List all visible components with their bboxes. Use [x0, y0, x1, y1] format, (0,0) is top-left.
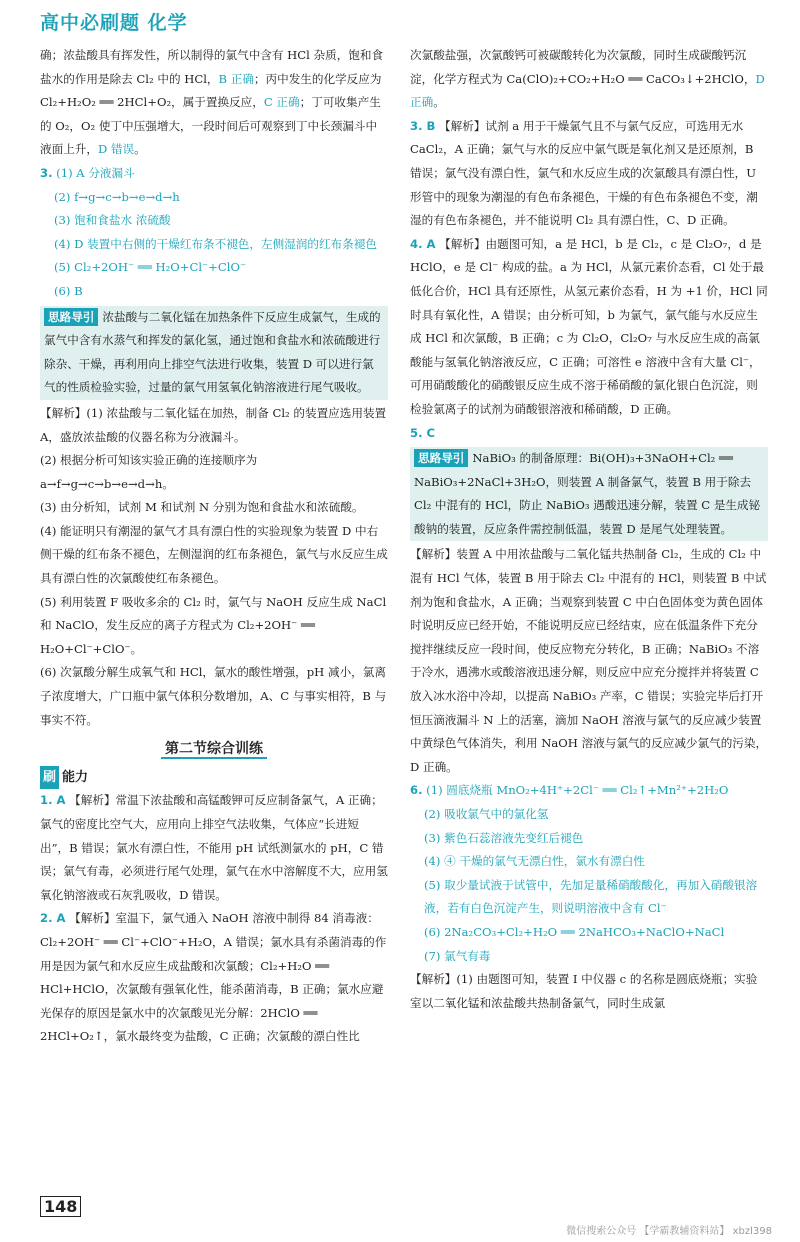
question-number: 5. C [410, 425, 436, 440]
answer-line: (1) 圆底烧瓶 MnO₂+4H⁺+2Cl⁻ ══ Cl₂↑+Mn²⁺+2H₂O [426, 783, 729, 798]
analysis-line: (6) 次氯酸分解生成氧气和 HCl，氯水的酸性增强，pH 减小，氯离子浓度增大，广口瓶中氯气体积分数增加，A、C 与事实相符，B 与事实不符。 [40, 665, 387, 727]
question-number: 6. [410, 783, 423, 798]
thinking-guide [40, 306, 388, 400]
ability-box: 刷 [40, 766, 59, 790]
analysis-line: 【解析】(1) 浓盐酸与二氧化锰在加热，制备 Cl₂ 的装置应选用装置 A，盛放浓盐酸的仪器名称为分液漏斗。 [40, 405, 387, 444]
answer-line: (2) 吸收氯气中的氯化氢 [424, 807, 549, 821]
question-text: 【解析】常温下浓盐酸和高锰酸钾可反应制备氯气，A 正确；氯气的密度比空气大，应用向上排空气法收集，气体应“长进短出”，B 错误；氯水有漂白性，不能用 pH 试纸测氯水的 pH，C 错误；氯气有毒，必须进行尾气处理，氯气在水中溶解度不大，应用氢氧化钠溶液或石灰乳吸收，D 错误。 [40, 793, 388, 902]
answer-line: (6) B [54, 283, 83, 298]
question-5 [410, 422, 768, 446]
question-3b [410, 115, 768, 233]
page-number: 148 [40, 1196, 81, 1217]
answer-mark: B 正确 [218, 71, 254, 86]
right-column [410, 44, 768, 1015]
question-number: 3. B [410, 118, 436, 133]
answer-line: (5) 取少量试液于试管中，先加足量稀硝酸酸化，再加入硝酸银溶液，若有白色沉淀产生，则说明溶液中含有 Cl⁻ [424, 877, 758, 916]
text: ；丙中发生的化学反应为 Cl₂+H₂O₂ ══ 2HCl+O₂，属于置换反应， [40, 71, 382, 110]
answer-mark: D 正确 [410, 71, 765, 110]
section-title [40, 738, 388, 762]
question-number: 3. [40, 165, 53, 180]
analysis-line: (3) 由分析知，试剂 M 和试剂 N 分别为饱和食盐水和浓硫酸。 [40, 500, 364, 515]
question-3 [40, 162, 388, 186]
question-text: 【解析】由题图可知，a 是 HCl，b 是 Cl₂，c 是 Cl₂O₇，d 是 HClO，e 是 Cl⁻ 构成的盐。a 为 HCl，从氯元素价态看，Cl 处于最低化合价，HCl 具有还原性，从氢元素价态看，H 为 +1 价，HCl 同时具有氧化性，A 错误；由分析可知，b 为氯气，氯气能与水反应生成 HCl 和次氯酸，B 正确；c 为 Cl₂O，Cl₂O₇ 与水反应生成的高氯酸能与氢氧化钠溶液反应，C 正确；可溶性 e 溶液中含有大量 Cl⁻，可用硝酸酸化的硝酸银反应生成不溶于稀硝酸的氯化银白色沉淀，则检验氯离子的试剂为硝酸银溶液和稀硝酸，D 正确。 [410, 236, 768, 416]
answer-line: (6) 2Na₂CO₃+Cl₂+H₂O ══ 2NaHCO₃+NaClO+NaCl [424, 924, 725, 939]
question-number: 1. A [40, 793, 66, 808]
answer-line: (4) ④ 干燥的氯气无漂白性，氯水有漂白性 [424, 854, 645, 869]
answer-line: (3) 饱和食盐水 浓硫酸 [54, 213, 171, 228]
page-header: 高中必刷题 化学 [40, 12, 188, 34]
ability-label: 能力 [62, 769, 89, 785]
question-text: 【解析】试剂 a 用于干燥氯气且不与氯气反应，可选用无水 CaCl₂，A 正确；氯气与水的反应中氯气既是氧化剂又是还原剂，B 错误；氯气没有漂白性，氯气和水反应生成的次氯酸具有漂白性，U 形管中的现象为潮湿的有色布条褪色，干燥的有色布条褪色不变，潮湿的有色布条褪色，并不能说明 Cl₂ 具有漂白性，C、D 正确。 [410, 118, 758, 228]
answer-mark: D 错误 [97, 142, 135, 157]
footer-watermark: 微信搜索公众号 【学霸教辅资料站】 xbzl398 [566, 1226, 772, 1237]
question-1 [40, 789, 388, 907]
section-title-text: 第二节综合训练 [161, 741, 267, 759]
answer-line: (4) D 装置中右侧的干燥红布条不褪色，左侧湿润的红布条褪色 [54, 236, 377, 251]
text: 确；浓盐酸具有挥发性，所以制得的氯气中含有 HCl 杂质，饱和食盐水的作用是除去 Cl₂ 中的 HCl， [40, 48, 384, 86]
answer-line: (3) 紫色石蕊溶液先变红后褪色 [424, 830, 584, 845]
text: 次氯酸盐强，次氯酸钙可被碳酸转化为次氯酸，同时生成碳酸钙沉淀，化学方程式为 Ca(ClO)₂+CO₂+H₂O ══ CaCO₃↓+2HClO， [410, 48, 756, 86]
guide-text: 浓盐酸与二氧化锰在加热条件下反应生成氯气，生成的氯气中含有水蒸气和挥发的氯化氢，通过饱和食盐水和浓硫酸进行除杂、干燥，再利用向上排空气法进行收集，装置 D 可以进行氯气的性质检验实验，过量的氯气用氢氧化钠溶液进行尾气吸收。 [44, 309, 381, 395]
ability-heading [40, 766, 388, 790]
answer-mark: C 正确 [263, 95, 300, 110]
analysis-text: 【解析】(1) 由题图可知，装置 I 中仪器 c 的名称是圆底烧瓶；实验室以二氧化锰和浓盐酸共热制备氯气，同时生成氯 [410, 972, 758, 1010]
paragraph: 次氯酸盐强，次氯酸钙可被碳酸转化为次氯酸，同时生成碳酸钙沉淀，化学方程式为 Ca(ClO)₂+CO₂+H₂O ══ CaCO₃↓+2HClO，D 正确。 [410, 48, 765, 110]
analysis-line: (4) 能证明只有潮湿的氯气才具有漂白性的实验现象为装置 D 中右侧干燥的红布条不褪色，左侧湿润的红布条褪色，氯气与水反应生成具有漂白性的次氯酸使红布条褪色。 [40, 523, 388, 586]
answer-line: (7) 氯气有毒 [424, 948, 491, 963]
answer-line: (1) A 分液漏斗 [56, 165, 135, 180]
answer-line: (2) f→g→c→b→e→d→h [54, 189, 180, 204]
question-number: 2. A [40, 911, 66, 926]
question-6 [410, 779, 768, 803]
question-4 [410, 233, 768, 422]
guide-text: NaBiO₃ 的制备原理：Bi(OH)₃+3NaOH+Cl₂ ══ NaBiO₃+2NaCl+3H₂O，则装置 A 制备氯气，装置 B 用于除去 Cl₂ 中混有的 HCl，防止 NaBiO₃ 遇酸迅速分解，装置 C 是生成铋酸钠的装置，反应条件需控制低温，装置 D 是尾气处理装置。 [414, 451, 761, 536]
analysis-text: 【解析】装置 A 中用浓盐酸与二氧化锰共热制备 Cl₂，生成的 Cl₂ 中混有 HCl 气体，装置 B 用于除去 Cl₂ 中混有的 HCl，则装置 B 中试剂为饱和食盐水，A 正确；当观察到装置 C 中白色固体变为黄色固体时说明反应已经开始，不能说明反应已经结束，应在低温条件下充分搅拌继续反应一段时间，使反应物充分转化，B 正确；NaBiO₃ 不溶于冷水，遇沸水或酸溶液迅速分解，则反应中应充分搅拌并将装置 C 放入冰水浴中冷却，以提高 NaBiO₃ 产率，C 错误；实验完毕后打开恒压滴液漏斗 N 上的活塞，滴加 NaOH 溶液与氯气的反应减少装置中黄绿色气体消失，利用 NaOH 溶液与氯气的反应减少氯气的污染，D 正确。 [410, 547, 768, 774]
left-column [40, 44, 388, 1049]
analysis-line: (2) 根据分析可知该实验正确的连接顺序为 a→f→g→c→b→e→d→h。 [40, 453, 258, 491]
question-2 [40, 907, 388, 1049]
question-number: 4. A [410, 236, 436, 251]
guide-tag: 思路导引 [44, 308, 98, 326]
text: ；丁可收集产生的 O₂，O₂ 使丁中压强增大，一段时间后可观察到丁中长颈漏斗中液面上升， [40, 95, 381, 157]
guide-tag: 思路导引 [414, 449, 468, 467]
answer-line: (5) Cl₂+2OH⁻ ══ H₂O+Cl⁻+ClO⁻ [54, 260, 247, 275]
analysis-line: (5) 利用装置 F 吸收多余的 Cl₂ 时，氯气与 NaOH 反应生成 NaCl 和 NaClO，发生反应的离子方程式为 Cl₂+2OH⁻ ══ H₂O+Cl⁻+ClO⁻。 [40, 594, 387, 656]
question-text: 【解析】室温下，氯气通入 NaOH 溶液中制得 84 消毒液：Cl₂+2OH⁻ ══ Cl⁻+ClO⁻+H₂O，A 错误；氯水具有杀菌消毒的作用是因为氯气和水反应生成盐酸和次氯酸；Cl₂+H₂O ══ HCl+HClO，次氯酸有强氧化性，能杀菌消毒，B 正确；氯水应避光保存的原因是氯水中的次氯酸见光分解：2HClO ══ 2HCl+O₂↑，氯水最终变为盐酸，C 正确；次氯酸的漂白性比 [40, 911, 387, 1044]
paragraph: 确；浓盐酸具有挥发性，所以制得的氯气中含有 HCl 杂质，饱和食盐水的作用是除去 Cl₂ 中的 HCl，B 正确；丙中发生的化学反应为 Cl₂+H₂O₂ ══ 2HCl+O₂，属于置换反应，C 正确；丁可收集产生的 O₂，O₂ 使丁中压强增大，一段时间后可观察到丁中长颈漏斗中液面上升，D 错误。 [40, 48, 384, 157]
thinking-guide [410, 447, 768, 541]
